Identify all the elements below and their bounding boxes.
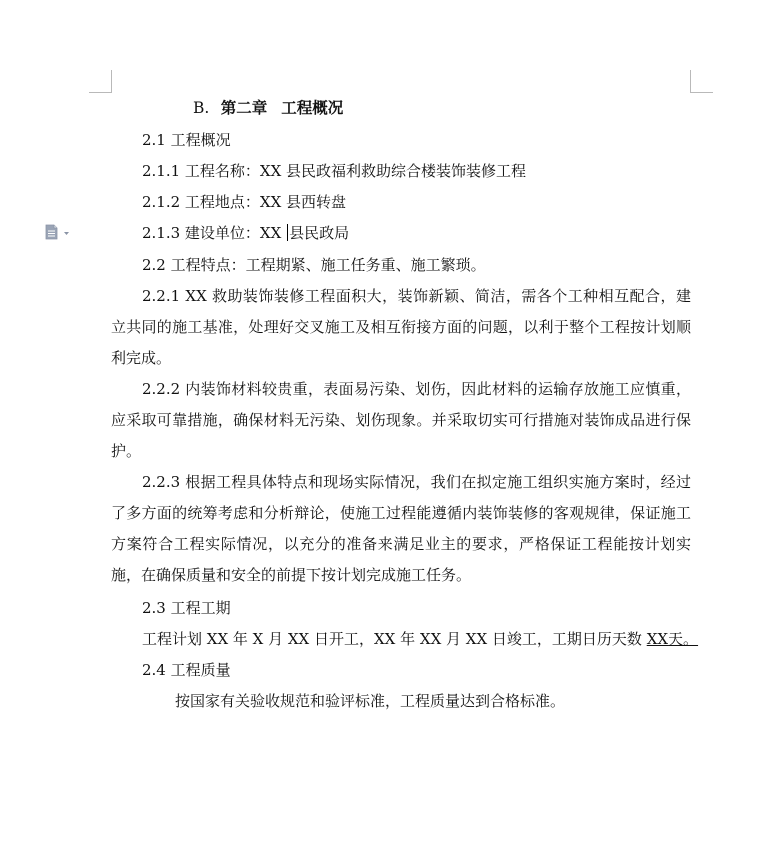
- item-2-1-3: [142, 223, 349, 243]
- document-dropdown-icon[interactable]: [44, 224, 74, 240]
- heading-2-2: 2.2 工程特点：工程期紧、施工任务重、施工繁琐。: [142, 256, 486, 274]
- item-2-1-1: 2.1.1 工程名称：XX 县民政福利救助综合楼装饰装修工程: [142, 162, 527, 180]
- paragraph-2-2-3: 2.2.3 根据工程具体特点和现场实际情况，我们在拟定施工组织实施方案时，经过了多方面的统筹考虑和分析辩论，使施工过程能遵循内装饰装修的客观规律，保证施工方案符合工程实际情况，以充分的准备来满足业主的要求，严格保证工程能按计划实施，在确保质量和安全的前提下按计划完成施工任务。: [111, 473, 691, 584]
- chapter-prefix: B.: [193, 99, 210, 117]
- item-2-1-3-part-b: 县民政局: [289, 224, 350, 242]
- item-2-1-2: 2.1.2 工程地点：XX 县西转盘: [142, 193, 347, 211]
- text-cursor: [287, 224, 288, 241]
- margin-corner-top-left: [89, 70, 112, 93]
- schedule-text: 工程计划 XX 年 X 月 XX 日开工，XX 年 XX 月 XX 日竣工，工期日历天数: [142, 630, 647, 648]
- heading-2-3: 2.3 工程工期: [142, 599, 231, 617]
- quality-line: 按国家有关验收规范和验评标准，工程质量达到合格标准。: [175, 692, 566, 710]
- chapter-number: 第二章: [220, 98, 268, 117]
- schedule-days: XX: [646, 630, 669, 648]
- heading-2-1: 2.1 工程概况: [142, 131, 231, 149]
- chapter-name: 工程概况: [281, 98, 344, 117]
- chapter-heading: [193, 98, 343, 118]
- heading-2-4: 2.4 工程质量: [142, 661, 231, 679]
- margin-corner-top-right: [690, 70, 713, 93]
- schedule-end: 天。: [668, 630, 699, 648]
- paragraph-2-2-2: 2.2.2 内装饰材料较贵重，表面易污染、划伤，因此材料的运输存放施工应慎重，应采取可靠措施，确保材料无污染、划伤现象。并采取切实可行措施对装饰成品进行保护。: [111, 380, 691, 460]
- paragraph-2-2-1: 2.2.1 XX 救助装饰装修工程面积大，装饰新颖、简洁，需各个工种相互配合，建立共同的施工基准，处理好交叉施工及相互衔接方面的问题，以利于整个工程按计划顺利完成。: [111, 287, 691, 367]
- item-2-1-3-part-a: 2.1.3 建设单位：XX: [142, 224, 287, 242]
- schedule-line: [142, 629, 698, 649]
